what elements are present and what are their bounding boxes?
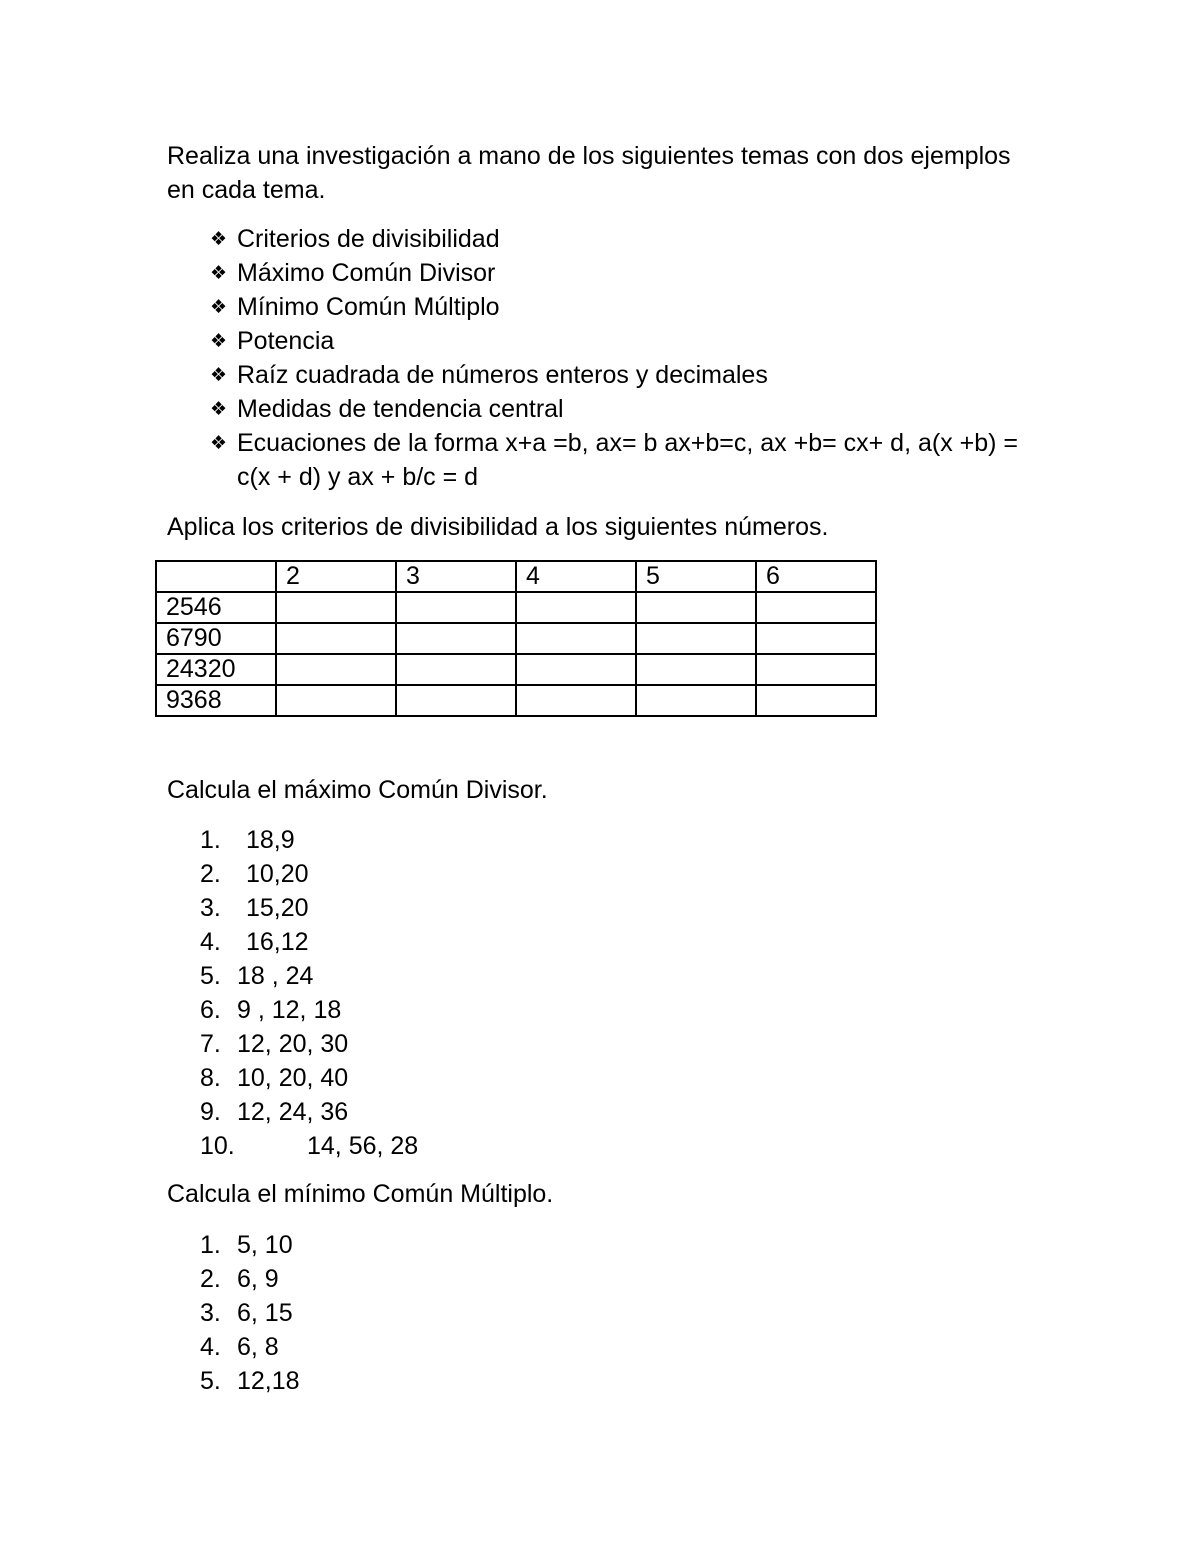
list-item [200,1061,418,1095]
table-cell [516,623,636,654]
list-item [200,1364,300,1398]
table-cell [276,623,396,654]
list-item [200,1228,300,1262]
table-cell [396,685,516,716]
table-cell [276,654,396,685]
table-cell [516,685,636,716]
list-item [200,857,418,891]
topic-item [200,222,1040,256]
table-cell [636,685,756,716]
topic-label: Criterios de divisibilidad [237,225,500,253]
mcd-title: Calcula el máximo Común Divisor. [167,776,548,804]
table-row [156,592,876,623]
list-item [200,959,418,993]
topic-label: Medidas de tendencia central [237,395,564,423]
table-row [156,623,876,654]
table-row-label: 9368 [156,685,276,716]
table-cell [636,623,756,654]
list-number: 7. [200,1030,221,1058]
topic-item [200,426,1040,494]
list-number: 2. [200,860,221,888]
table-cell [756,654,876,685]
table-cell [276,592,396,623]
exercise-values: 9 , 12, 18 [237,996,342,1024]
exercise-values: 18,9 [246,826,295,854]
list-number: 6. [200,996,221,1024]
table-cell [636,654,756,685]
exercise-values: 12, 20, 30 [237,1030,349,1058]
exercise-values: 15,20 [246,894,309,922]
intro-paragraph: Realiza una investigación a mano de los siguientes temas con dos ejemplos en cada tema. [167,142,1011,204]
table-cell [636,592,756,623]
diamond-bullet-icon: ❖ [209,398,228,420]
diamond-bullet-icon: ❖ [209,262,228,284]
list-number: 2. [200,1265,221,1293]
topic-item [200,392,1040,426]
list-item [200,1262,300,1296]
topic-label: Mínimo Común Múltiplo [237,293,500,321]
table-header-cell: 3 [396,561,516,592]
table-row [156,654,876,685]
list-number: 4. [200,928,221,956]
topic-item [200,256,1040,290]
diamond-bullet-icon: ❖ [209,364,228,386]
list-item [200,925,418,959]
topic-item [200,358,1040,392]
exercise-values: 18 , 24 [237,962,314,990]
exercise-values: 12,18 [237,1367,300,1395]
list-number: 1. [200,1231,221,1259]
exercise-values: 12, 24, 36 [237,1098,349,1126]
table-header-cell [156,561,276,592]
table-header-cell: 5 [636,561,756,592]
list-number: 3. [200,1299,221,1327]
table-cell [516,654,636,685]
list-number: 4. [200,1333,221,1361]
exercise-values: 14, 56, 28 [307,1132,419,1160]
table-row-label: 24320 [156,654,276,685]
exercise-values: 16,12 [246,928,309,956]
table-cell [276,685,396,716]
table-header-cell: 4 [516,561,636,592]
exercise-values: 10,20 [246,860,309,888]
table-cell [756,685,876,716]
topic-label: Máximo Común Divisor [237,259,496,287]
list-number: 5. [200,962,221,990]
topic-label: Raíz cuadrada de números enteros y decimales [237,361,768,389]
list-number: 1. [200,826,221,854]
list-item [200,1296,300,1330]
list-item [200,1095,418,1129]
table-row-label: 6790 [156,623,276,654]
table-header-cell: 6 [756,561,876,592]
diamond-bullet-icon: ❖ [209,432,228,454]
divisibility-title: Aplica los criterios de divisibilidad a los siguientes números. [167,513,829,541]
mcm-title: Calcula el mínimo Común Múltiplo. [167,1180,554,1208]
table-cell [396,654,516,685]
mcm-exercise-list [200,1228,300,1398]
table-cell [516,592,636,623]
table-cell [756,592,876,623]
list-number: 5. [200,1367,221,1395]
table-cell [396,592,516,623]
list-number: 10. [200,1132,235,1160]
diamond-bullet-icon: ❖ [209,330,228,352]
topic-label: Ecuaciones de la forma x+a =b, ax= b ax+b=c, ax +b= cx+ d, a(x +b) = c(x + d) y ax + b/c = d [237,429,1019,491]
list-item [200,1027,418,1061]
table-row [156,685,876,716]
list-item [200,1129,418,1163]
topic-item [200,290,1040,324]
table-row-label: 2546 [156,592,276,623]
list-number: 3. [200,894,221,922]
exercise-values: 6, 8 [237,1333,279,1361]
mcd-exercise-list [200,823,418,1163]
topic-item [200,324,1040,358]
list-number: 9. [200,1098,221,1126]
list-item [200,1330,300,1364]
table-header-row [156,561,876,592]
table-cell [396,623,516,654]
topic-label: Potencia [237,327,335,355]
topics-list [200,222,1040,494]
diamond-bullet-icon: ❖ [209,228,228,250]
exercise-values: 10, 20, 40 [237,1064,349,1092]
exercise-values: 6, 15 [237,1299,293,1327]
diamond-bullet-icon: ❖ [209,296,228,318]
exercise-values: 6, 9 [237,1265,279,1293]
exercise-values: 5, 10 [237,1231,293,1259]
list-number: 8. [200,1064,221,1092]
table-cell [756,623,876,654]
list-item [200,993,418,1027]
table-header-cell: 2 [276,561,396,592]
list-item [200,823,418,857]
divisibility-table [155,560,877,717]
list-item [200,891,418,925]
